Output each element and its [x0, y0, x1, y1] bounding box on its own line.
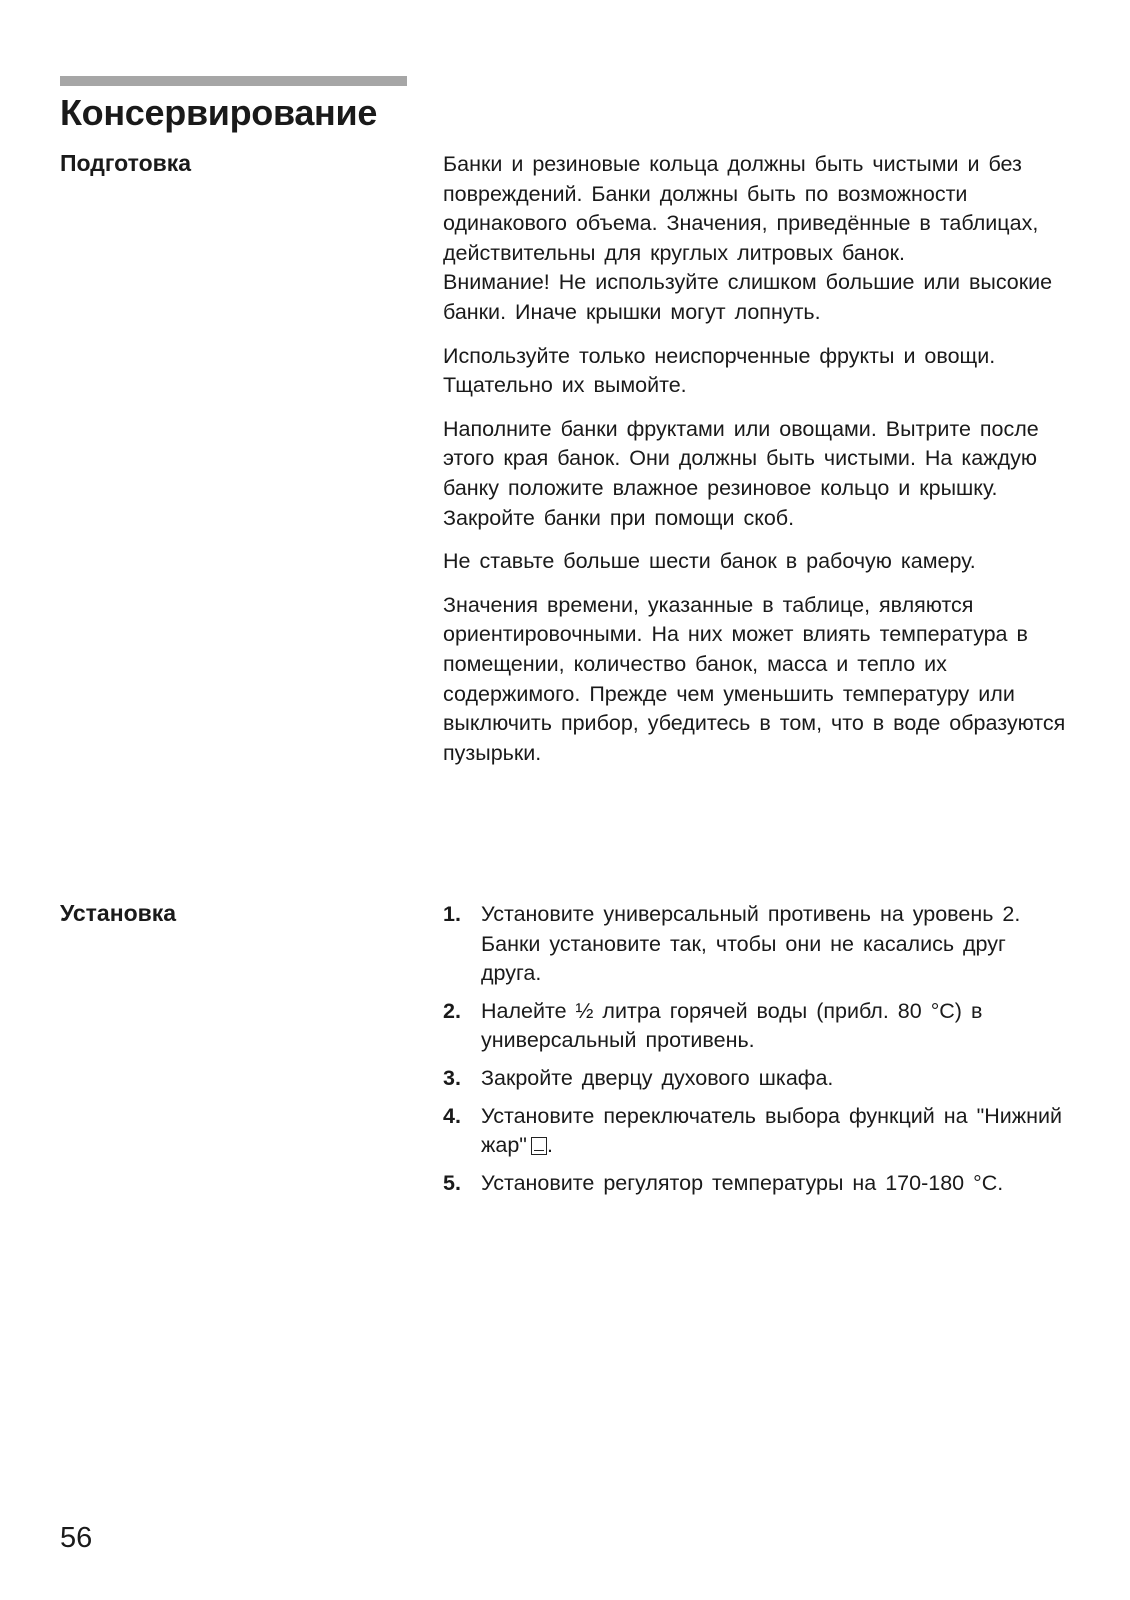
- step-number: 5.: [443, 1170, 461, 1195]
- step-number: 2.: [443, 998, 461, 1023]
- step-suffix: .: [546, 1133, 553, 1158]
- step-text: Установите универсальный противень на уровень 2. Банки установите так, чтобы они не касались друг друга.: [481, 902, 1021, 986]
- step-text: Установите регулятор температуры на 170-180 °C.: [481, 1170, 1004, 1195]
- list-item: [443, 1064, 1073, 1094]
- paragraph: Наполните банки фруктами или овощами. Вытрите после этого края банок. Они должны быть чистыми. На каждую банку положите влажное резиновое кольцо и крышку. Закройте банки при помощи скоб.: [443, 416, 1039, 530]
- section-heading-installation: Установка: [60, 900, 177, 926]
- list-item: [443, 900, 1073, 989]
- installation-steps: [443, 900, 1073, 1206]
- page-number: 56: [60, 1522, 93, 1554]
- step-number: 1.: [443, 902, 461, 926]
- paragraph: Значения времени, указанные в таблице, являются ориентировочными. На них может влиять температура в помещении, количество банок, масса и тепло их содержимого. Прежде чем уменьшить температуру или выключить прибор, убедитесь в том, что в воде образуются пузырьки.: [443, 592, 1066, 765]
- title-rule: [60, 76, 407, 86]
- step-number: 4.: [443, 1103, 461, 1128]
- preparation-text: [443, 150, 1073, 768]
- paragraph: Используйте только неиспорченные фрукты и овощи. Тщательно их вымойте.: [443, 343, 996, 398]
- step-text: Установите переключатель выбора функций на "Нижний жар": [481, 1103, 1063, 1158]
- paragraph: Банки и резиновые кольца должны быть чистыми и без повреждений. Банки должны быть по возможности одинакового объема. Значения, приведённые в таблицах, действительны для круглых литровых банок.: [443, 152, 1039, 265]
- bottom-heat-icon: [531, 1137, 547, 1155]
- page-title: Консервирование: [60, 92, 378, 133]
- list-item: [443, 1102, 1073, 1161]
- list-item: [443, 997, 1073, 1056]
- list-item: [443, 1169, 1073, 1199]
- section-heading-preparation: Подготовка: [60, 150, 192, 176]
- paragraph: Не ставьте больше шести банок в рабочую камеру.: [443, 549, 976, 574]
- step-number: 3.: [443, 1065, 461, 1090]
- paragraph: Внимание! Не используйте слишком большие или высокие банки. Иначе крышки могут лопнуть.: [443, 270, 1053, 324]
- step-text: Закройте дверцу духового шкафа.: [481, 1065, 834, 1090]
- step-text: Налейте ½ литра горячей воды (прибл. 80 °C) в универсальный противень.: [481, 998, 983, 1053]
